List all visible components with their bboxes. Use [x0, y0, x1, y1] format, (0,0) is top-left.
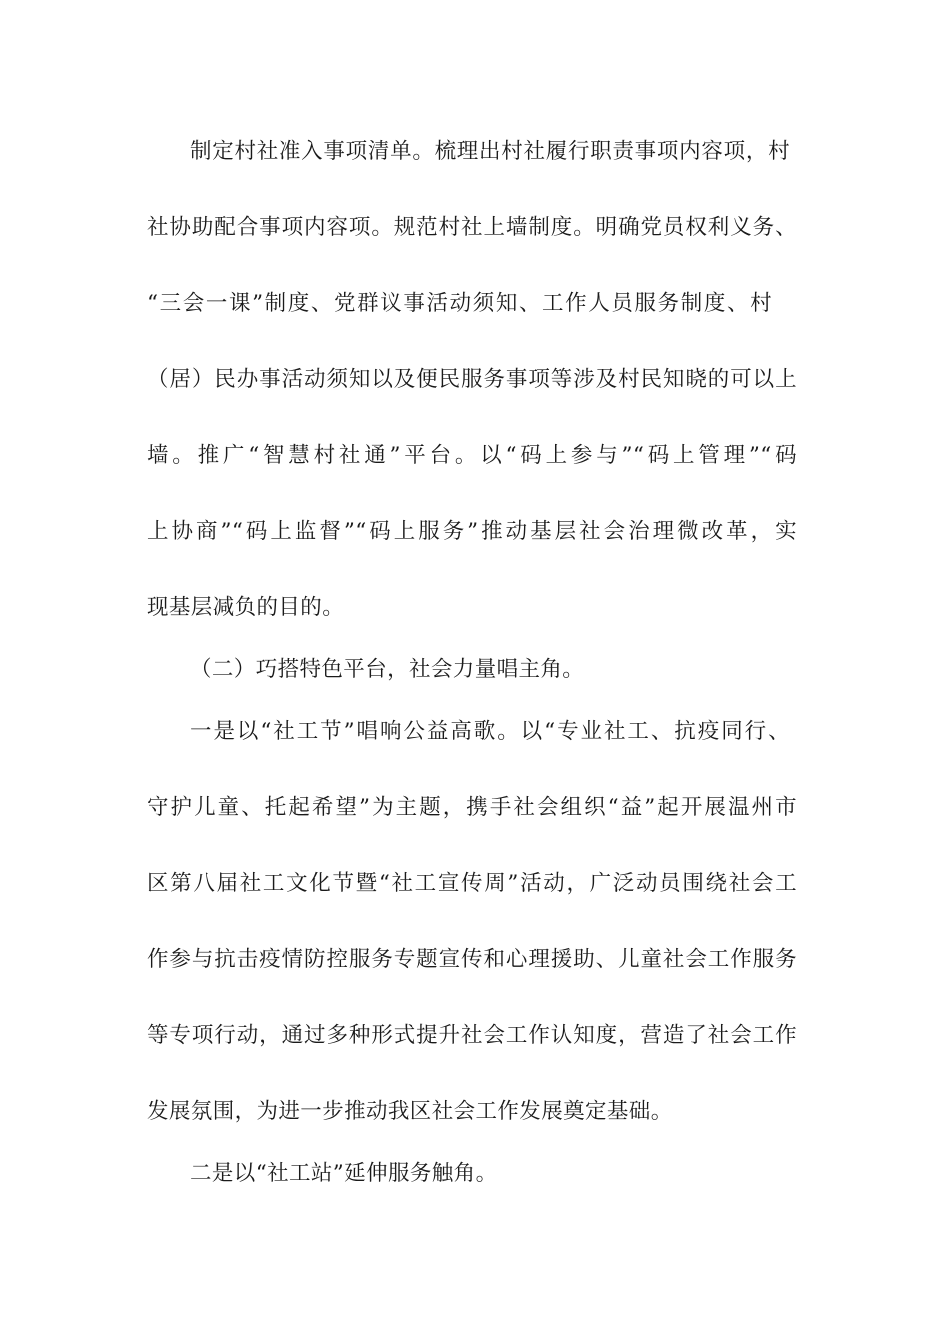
paragraph-line: 发展氛围，为进一步推动我区社会工作发展奠定基础。	[147, 1099, 673, 1124]
paragraph-line: 守护儿童、托起希望”为主题，携手社会组织“益”起开展温州市	[147, 795, 797, 820]
paragraph-line: 现基层减负的目的。	[147, 595, 345, 620]
paragraph-line: 区第八届社工文化节暨“社工宣传周”活动，广泛动员围绕社会工	[147, 871, 797, 896]
section-heading: （二）巧搭特色平台，社会力量唱主角。	[190, 657, 585, 682]
paragraph-line: 制定村社准入事项清单。梳理出村社履行职责事项内容项，村	[190, 139, 790, 164]
paragraph-line: 作参与抗击疫情防控服务专题宣传和心理援助、儿童社会工作服务	[147, 947, 797, 972]
paragraph-line: 一是以“社工节”唱响公益高歌。以“专业社工、抗疫同行、	[190, 719, 790, 744]
paragraph-line: “三会一课”制度、党群议事活动须知、工作人员服务制度、村	[147, 291, 772, 316]
paragraph-line: 上协商”“码上监督”“码上服务”推动基层社会治理微改革，实	[147, 519, 797, 544]
paragraph-line: 等专项行动，通过多种形式提升社会工作认知度，营造了社会工作	[147, 1023, 797, 1048]
paragraph-line: 二是以“社工站”延伸服务触角。	[190, 1161, 498, 1186]
paragraph-line: （居）民办事活动须知以及便民服务事项等涉及村民知晓的可以上	[147, 367, 797, 392]
paragraph-line: 社协助配合事项内容项。规范村社上墙制度。明确党员权利义务、	[147, 215, 797, 240]
paragraph-line: 墙。推广“智慧村社通”平台。以“码上参与”“码上管理”“码	[147, 443, 797, 468]
